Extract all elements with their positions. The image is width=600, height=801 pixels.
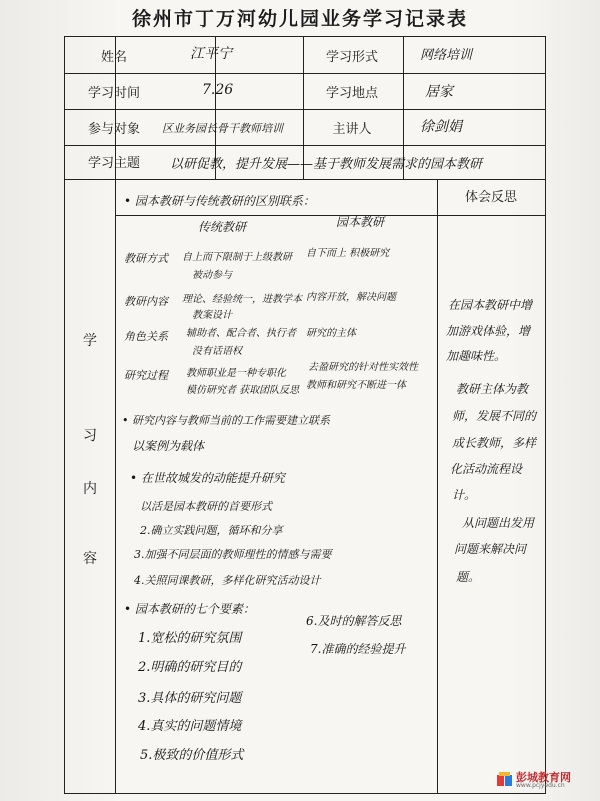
reflection-line: 题。: [456, 570, 481, 584]
content-label-char: 内: [83, 481, 97, 497]
watermark-name: 彭城教育网: [516, 771, 571, 784]
row-label: 教研方式: [124, 252, 168, 265]
row-label: 研究过程: [124, 369, 168, 382]
book-logo-icon: [496, 771, 513, 788]
reflection-line: 教研主体为教: [456, 382, 529, 396]
row-traditional: 辅助者、配合者、执行者: [186, 328, 296, 339]
row-traditional: 教案设计: [192, 310, 232, 321]
place-label: 学习地点: [325, 86, 378, 101]
content-label-char: 学: [83, 333, 97, 349]
element-item: 5.极致的价值形式: [140, 748, 244, 763]
document-title: 徐州市丁万河幼儿园业务学习记录表: [131, 8, 468, 30]
reflection-line: 从问题出发用: [462, 516, 535, 530]
topic-value: 以研促教，提升发展——基于教师发展需求的园本教研: [170, 157, 483, 172]
element-item: 3.具体的研究问题: [138, 691, 242, 706]
col-divider: [437, 179, 438, 793]
place-value: 居家: [425, 84, 453, 100]
row-divider: [65, 179, 545, 180]
row-school: 去盈研究的针对性实效性: [308, 362, 418, 373]
section-comparison-title: • 园本教研与传统教研的区别联系：: [124, 194, 315, 208]
reflection-line: 加游戏体验，增: [446, 324, 531, 338]
reflection-line: 化活动流程设: [450, 462, 523, 476]
reflection-line: 加趣味性。: [446, 349, 507, 363]
reflection-line: 在园本教研中增: [448, 298, 533, 312]
row-school: 教师和研究不断进一体: [306, 380, 406, 391]
reflection-line: 师，发展不同的: [452, 409, 537, 423]
row-traditional: 没有话语权: [192, 346, 242, 357]
element-item: 2.明确的研究目的: [138, 660, 242, 675]
col-divider: [115, 37, 116, 793]
row-traditional: 模仿研究者 获取团队反思: [186, 385, 300, 396]
element-item: 7.准确的经验提升: [310, 642, 406, 656]
name-value: 江平宁: [190, 46, 232, 62]
row-divider: [65, 73, 545, 74]
row-traditional: 自上而下限制于上级教研: [182, 252, 292, 263]
content-line: • 园本教研的七个要素：: [124, 602, 255, 616]
content-label-char: 习: [83, 428, 97, 444]
form-value: 网络培训: [420, 48, 473, 63]
element-item: 4.真实的问题情境: [138, 719, 242, 734]
col-school: 园本教研: [336, 215, 385, 229]
watermark-url: www.pcjyedu.cn: [516, 782, 565, 789]
reflection-line: 成长教师，多样: [452, 436, 537, 450]
reflection-line: 问题来解决问: [454, 542, 527, 556]
content-line: • 研究内容与教师当前的工作需要建立联系: [122, 414, 330, 427]
content-line: 以活是园本教研的首要形式: [140, 500, 272, 513]
content-line: • 在世故城发的动能提升研究: [130, 471, 285, 485]
site-watermark: [494, 769, 594, 791]
content-line: 2.确立实践问题，循环和分享: [140, 524, 283, 537]
form-label: 学习形式: [325, 50, 378, 65]
target-value: 区业务园长骨干教师培训: [162, 122, 283, 135]
row-traditional: 教师职业是一种专职化: [186, 368, 286, 379]
content-line: 3.加强不同层面的教师理性的情感与需要: [134, 548, 332, 561]
element-item: 1.宽松的研究氛围: [138, 631, 242, 646]
row-traditional: 理论、经验统一，进教学本: [182, 294, 302, 305]
row-divider: [65, 145, 545, 146]
row-divider: [65, 109, 545, 110]
row-school: 自下而上 积极研究: [306, 248, 390, 259]
topic-label: 学习主题: [87, 156, 140, 171]
reflection-label: 体会反思: [464, 190, 517, 205]
time-value: 7.26: [202, 82, 234, 98]
row-label: 教研内容: [124, 295, 168, 308]
lecturer-value: 徐剑娟: [420, 119, 462, 135]
content-line: 4.关照同课教研，多样化研究活动设计: [134, 574, 321, 587]
row-traditional: 被动参与: [192, 270, 232, 281]
content-line: 以案例为载体: [132, 439, 205, 453]
row-school: 研究的主体: [306, 328, 356, 339]
lecturer-label: 主讲人: [332, 122, 372, 137]
reflection-line: 计。: [452, 488, 477, 502]
content-label-char: 容: [83, 551, 97, 567]
row-school: 内容开放，解决问题: [306, 292, 396, 303]
col-traditional: 传统教研: [198, 220, 247, 234]
name-label: 姓名: [100, 50, 127, 65]
target-label: 参与对象: [87, 122, 140, 137]
row-label: 角色关系: [124, 330, 168, 343]
element-item: 6.及时的解答反思: [306, 614, 402, 628]
time-label: 学习时间: [87, 86, 140, 101]
row-divider: [115, 215, 545, 216]
